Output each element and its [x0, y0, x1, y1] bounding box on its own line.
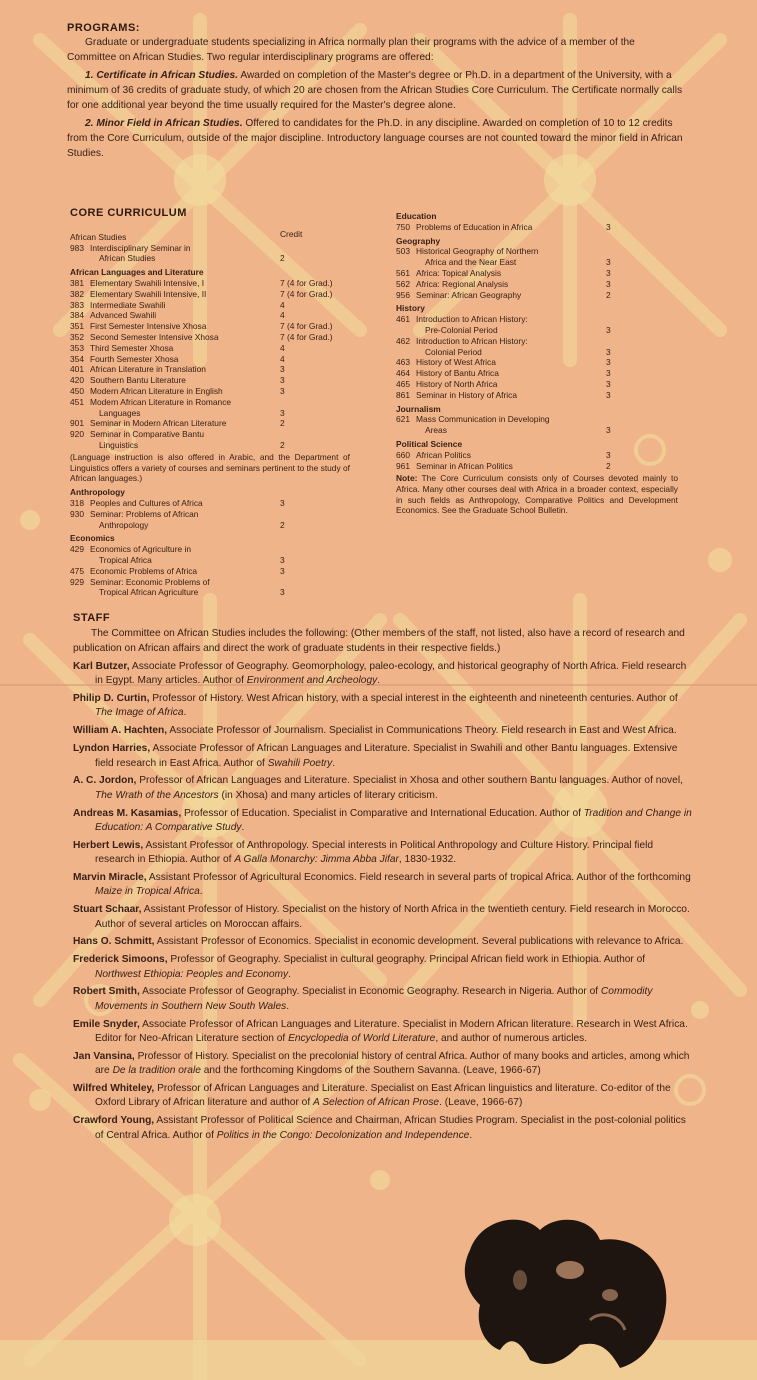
staff-description-tail: and the forthcoming Kingdoms of the Southern Savanna. (Leave, 1966-67) — [200, 1065, 541, 1077]
course-credit: 4 — [280, 342, 285, 353]
staff-publication: Politics in the Congo: Decolonization and Independence — [216, 1129, 470, 1141]
course-row — [396, 461, 686, 472]
staff-publication: Environment and Archeology — [246, 675, 378, 687]
course-row — [70, 408, 360, 419]
staff-publication: Maize in Tropical Africa — [95, 886, 200, 898]
african-sculpture-illustration — [460, 1210, 675, 1375]
staff-name: Herbert Lewis, — [73, 839, 144, 851]
staff-section — [73, 612, 693, 1146]
staff-description: Professor of Education. Specialist in Comparative and International Education. Author of — [181, 807, 584, 819]
course-row — [396, 450, 686, 461]
course-number: 503 — [396, 246, 410, 257]
course-row — [396, 347, 686, 358]
course-number: 450 — [70, 385, 84, 396]
staff-description: Professor of African Languages and Literature. Specialist in Xhosa and other southern Bantu languages. Author of novel, — [136, 775, 683, 787]
staff-description-tail: , and author of numerous articles. — [435, 1032, 588, 1044]
course-credit: 3 — [606, 425, 611, 436]
course-number — [70, 587, 90, 598]
staff-name: Marvin Miracle, — [73, 872, 147, 884]
course-credit: 2 — [606, 460, 611, 471]
course-row — [70, 429, 360, 440]
course-title: Tropical African Agriculture — [99, 587, 199, 598]
course-credit: 3 — [606, 378, 611, 389]
course-credit: 3 — [606, 267, 611, 278]
program-item-minor — [67, 116, 683, 161]
staff-description-tail: . — [286, 1000, 290, 1012]
course-credit: 3 — [280, 407, 285, 418]
staff-entry — [73, 935, 693, 949]
programs-intro: Graduate or undergraduate students specializing in Africa normally plan their programs with the advice of a member of the Committee on African Studies. Two regular interdisciplinary programs are offered: — [67, 37, 635, 63]
course-number: 351 — [70, 321, 84, 332]
course-row — [70, 544, 360, 555]
course-credit: 3 — [280, 497, 285, 508]
course-credit — [606, 314, 686, 325]
course-number: 983 — [70, 242, 84, 253]
staff-description: Associate Professor of African Languages and Literature. Specialist in Swahili and other Bantu languages. Extensive field research in East Africa. Author of — [95, 743, 678, 769]
course-row — [396, 314, 686, 325]
course-number — [396, 325, 416, 336]
course-credit — [606, 246, 686, 257]
staff-description-tail: . — [183, 707, 187, 719]
course-credit — [280, 509, 360, 520]
staff-description-tail: . — [377, 675, 381, 687]
staff-publication: De la tradition orale — [112, 1065, 201, 1077]
course-row — [70, 566, 360, 577]
course-credit — [280, 243, 360, 254]
course-number — [70, 520, 90, 531]
course-title: Mass Communication in Developing — [416, 414, 550, 425]
course-credit — [280, 577, 360, 588]
course-number — [70, 555, 90, 566]
course-credit: 3 — [606, 324, 611, 335]
course-credit — [280, 429, 360, 440]
course-number: 901 — [70, 418, 84, 429]
course-group-title: Political Science — [396, 438, 463, 449]
course-number: 461 — [396, 314, 410, 325]
note-label: Note: — [396, 473, 418, 484]
staff-description: Associate Professor of Journalism. Specialist in Communications Theory. Field research in East and West Africa. — [167, 725, 677, 737]
course-credit: 3 — [606, 449, 611, 460]
course-credit: 2 — [606, 289, 611, 300]
core-curriculum-left-column — [70, 208, 360, 598]
course-row — [70, 278, 360, 289]
staff-description: Associate Professor of African Languages and Literature. Specialist in Modern African literature. Research in West Africa. Editor for Neo-African Literature section of — [95, 1018, 688, 1044]
course-row — [70, 498, 360, 509]
staff-description: Professor of African Languages and Literature. Specialist on East African linguistics and literature. Co-editor of the Oxford Library of African literature and author of — [95, 1083, 671, 1109]
staff-description: Professor of History. Specialist on the precolonial history of central Africa. Author of many books and articles, among which are — [95, 1050, 690, 1077]
course-row — [396, 379, 686, 390]
course-row — [396, 325, 686, 336]
course-title: Problems of Education in Africa — [416, 221, 533, 232]
course-credit: 4 — [280, 353, 285, 364]
course-groups — [396, 211, 686, 471]
staff-description: Assistant Professor of Agricultural Economics. Field research in several parts of tropical Africa. Author of the forthcoming — [146, 872, 691, 884]
course-number: 929 — [70, 576, 84, 587]
staff-description-tail: (in Xhosa) and many articles of literary criticism. — [218, 789, 438, 801]
staff-name: Emile Snyder, — [73, 1018, 140, 1030]
course-credit: 4 — [280, 310, 285, 321]
course-row — [70, 520, 360, 531]
course-credit: 7 (4 for Grad.) — [280, 277, 333, 288]
course-number — [396, 425, 416, 436]
course-number: 384 — [70, 310, 84, 321]
course-number: 401 — [70, 364, 84, 375]
staff-name: Hans O. Schmitt, — [73, 936, 155, 948]
course-title: Economic Problems of Africa — [90, 565, 198, 576]
staff-description: Assistant Professor of Anthropology. Special interests in Political Anthropology and Culture History. Principal field research in Ethiopia. Author of — [95, 839, 654, 866]
course-group-title: Journalism — [396, 403, 441, 414]
course-group-title: Economics — [70, 533, 115, 544]
staff-description: Assistant Professor of Political Science and Chairman, African Studies Program. Specialist in the post-colonial politics of Central Africa. Author of — [95, 1115, 686, 1141]
staff-name: Andreas M. Kasamias, — [73, 807, 182, 819]
staff-description: Associate Professor of Geography. Geomorphology, paleo-ecology, and historical geography of North Africa. Field research in Egypt. Many articles. Author of — [95, 661, 687, 687]
course-group-title: African Studies — [70, 231, 127, 242]
course-number: 621 — [396, 414, 410, 425]
staff-description: Assistant Professor of Economics. Specialist in economic development. Several publications with relevance to Africa. — [154, 936, 684, 948]
course-number: 561 — [396, 267, 410, 278]
course-group-title: Education — [396, 211, 437, 221]
programs-body — [67, 35, 683, 161]
course-title: Africa and the Near East — [425, 257, 517, 268]
staff-publication: Encyclopedia of World Literature — [288, 1032, 436, 1044]
staff-description-tail: . — [332, 757, 336, 769]
course-number: 318 — [70, 497, 84, 508]
course-row — [70, 253, 360, 264]
course-title: Tropical Africa — [99, 554, 152, 565]
course-title: Fourth Semester Xhosa — [90, 353, 179, 364]
staff-name: Lyndon Harries, — [73, 743, 151, 755]
course-number: 861 — [396, 389, 410, 400]
staff-entry — [73, 724, 693, 738]
staff-name: A. C. Jordon, — [73, 775, 137, 787]
course-credit: 3 — [280, 375, 285, 386]
staff-publication: The Wrath of the Ancestors — [95, 789, 219, 801]
course-credit: 2 — [280, 418, 285, 429]
course-credit: 3 — [280, 554, 285, 565]
course-row — [70, 440, 360, 451]
course-groups — [70, 487, 360, 598]
course-title: Seminar in African Politics — [416, 460, 513, 471]
program-item-label: 2. Minor Field in African Studies. — [85, 118, 243, 129]
staff-name: Stuart Schaar, — [73, 904, 142, 916]
staff-description-tail: . — [469, 1129, 473, 1141]
course-title: History of North Africa — [416, 378, 498, 389]
course-row — [70, 509, 360, 520]
course-row — [70, 310, 360, 321]
course-row — [396, 246, 686, 257]
course-credit: 3 — [280, 385, 285, 396]
course-credit: 3 — [606, 346, 611, 357]
course-credit: 7 (4 for Grad.) — [280, 331, 333, 342]
staff-publication: A Selection of African Prose — [313, 1097, 440, 1109]
staff-name: William A. Hachten, — [73, 725, 168, 737]
course-title: Second Semester Intensive Xhosa — [90, 331, 219, 342]
course-number: 660 — [396, 449, 410, 460]
course-credit: 3 — [606, 278, 611, 289]
course-number: 562 — [396, 278, 410, 289]
course-row — [396, 268, 686, 279]
course-row — [70, 577, 360, 588]
staff-entry — [73, 1114, 693, 1143]
course-credit: 2 — [280, 439, 285, 450]
program-item-text: Awarded on completion of the Master's degree or Ph.D. in a department of the University, with a minimum of 36 credits of graduate study, of which 20 are chosen from the African Studies Core Curriculum. The Certificate normally calls for one additional year beyond the time usually required for the Master's degree alone. — [67, 70, 683, 111]
course-row — [396, 390, 686, 401]
program-item-label: 1. Certificate in African Studies. — [85, 70, 239, 81]
course-credit: 7 (4 for Grad.) — [280, 321, 333, 332]
staff-description-tail: . — [241, 821, 245, 833]
course-number: 381 — [70, 277, 84, 288]
course-title: Africa: Regional Analysis — [416, 278, 509, 289]
course-number: 920 — [70, 429, 84, 440]
course-row — [396, 257, 686, 268]
course-number: 354 — [70, 353, 84, 364]
staff-entry — [73, 742, 693, 771]
staff-publication: A Galla Monarchy: Jimma Abba Jifar — [234, 854, 399, 866]
course-row — [396, 222, 686, 233]
group-header-row — [70, 229, 360, 243]
staff-description-tail: . — [288, 968, 291, 980]
course-row — [70, 587, 360, 598]
course-title: Introduction to African History: — [416, 314, 528, 325]
course-number — [70, 253, 90, 264]
course-group-title: History — [396, 303, 425, 314]
course-credit: 2 — [280, 519, 285, 530]
course-row — [70, 300, 360, 311]
course-title: Pre-Colonial Period — [425, 324, 498, 335]
course-row — [396, 357, 686, 368]
course-credit: 3 — [606, 357, 611, 368]
course-credit: 3 — [280, 364, 285, 375]
staff-entry — [73, 839, 693, 868]
course-number: 475 — [70, 565, 84, 576]
staff-entry — [73, 1050, 693, 1079]
staff-description: Associate Professor of Geography. Specialist in Economic Geography. Research in Nigeria. Author of — [139, 986, 601, 998]
core-curriculum-right-column — [396, 208, 686, 516]
staff-name: Karl Butzer, — [73, 661, 130, 672]
staff-heading: STAFF — [73, 612, 111, 624]
course-row — [70, 375, 360, 386]
course-credit: 3 — [606, 257, 611, 268]
credit-column-heading: Credit — [280, 228, 303, 239]
programs-section — [67, 22, 683, 164]
course-number: 750 — [396, 221, 410, 232]
course-row — [396, 425, 686, 436]
curriculum-note — [396, 473, 678, 515]
course-number: 352 — [70, 331, 84, 342]
course-row — [70, 418, 360, 429]
course-row — [396, 368, 686, 379]
course-title: Areas — [425, 425, 447, 436]
course-number — [396, 347, 416, 358]
course-title: Elementary Swahili Intensive, I — [90, 277, 205, 288]
course-row — [396, 279, 686, 290]
course-title: History of West Africa — [416, 357, 496, 368]
staff-name: Robert Smith, — [73, 986, 140, 998]
language-note: (Language instruction is also offered in Arabic, and the Department of Linguistics offers a variety of courses and seminars pertinent to the study of African languages.) — [70, 451, 350, 484]
course-title: African Literature in Translation — [90, 364, 206, 375]
course-row — [70, 321, 360, 332]
course-row — [70, 289, 360, 300]
course-row — [70, 343, 360, 354]
staff-entry — [73, 660, 693, 689]
course-title: Modern African Literature in Romance — [90, 396, 232, 407]
course-title: Anthropology — [99, 519, 149, 530]
staff-list — [73, 660, 693, 1143]
course-title: Seminar: Economic Problems of — [90, 576, 210, 587]
course-row — [70, 555, 360, 566]
course-number: 956 — [396, 289, 410, 300]
course-credit — [280, 544, 360, 555]
course-title: Seminar: African Geography — [416, 289, 522, 300]
course-number: 353 — [70, 342, 84, 353]
staff-publication: Northwest Ethiopia: Peoples and Economy — [95, 968, 289, 980]
course-number — [70, 440, 90, 451]
course-credit: 3 — [606, 389, 611, 400]
course-credit: 3 — [280, 587, 285, 598]
course-title: Advanced Swahili — [90, 310, 157, 321]
course-title: Southern Bantu Literature — [90, 375, 186, 386]
course-number: 463 — [396, 357, 410, 368]
course-credit: 3 — [606, 221, 611, 232]
staff-name: Philip D. Curtin, — [73, 693, 150, 705]
course-number: 961 — [396, 460, 410, 471]
course-credit: 4 — [280, 299, 285, 310]
course-title: Third Semester Xhosa — [90, 342, 174, 353]
course-number: 451 — [70, 396, 84, 407]
staff-publication: The Image of Africa — [95, 707, 184, 719]
course-credit: 2 — [280, 253, 285, 264]
course-number: 420 — [70, 375, 84, 386]
course-title: Seminar in Modern African Literature — [90, 418, 227, 429]
staff-entry — [73, 1082, 693, 1111]
course-credit: 3 — [280, 565, 285, 576]
program-item-certificate — [67, 68, 683, 113]
course-title: Languages — [99, 407, 141, 418]
staff-description: Professor of History. West African history, with a special interest in the eighteenth and nineteenth centuries. Author of — [149, 693, 678, 705]
course-group-title: Anthropology — [70, 487, 125, 498]
course-row — [70, 386, 360, 397]
course-number: 382 — [70, 288, 84, 299]
course-title: Colonial Period — [425, 346, 482, 357]
staff-entry — [73, 985, 693, 1014]
staff-entry — [73, 807, 693, 836]
staff-name: Jan Vansina, — [73, 1050, 135, 1062]
course-row — [70, 332, 360, 343]
course-number: 383 — [70, 299, 84, 310]
course-title: First Semester Intensive Xhosa — [90, 321, 207, 332]
staff-description: Professor of Geography. Specialist in cultural geography. Principal African field work in Ethiopia. Author of — [167, 954, 646, 966]
staff-entry — [73, 774, 693, 803]
course-groups — [70, 229, 360, 451]
staff-name: Crawford Young, — [73, 1115, 155, 1127]
programs-heading: PROGRAMS: — [67, 22, 140, 34]
course-credit — [280, 397, 360, 408]
staff-entry — [73, 903, 693, 932]
staff-intro: The Committee on African Studies includes the following: (Other members of the staff, not listed, also have a record of research and publication on African affairs and direct the work of graduate students in their respective fields.) — [73, 628, 685, 654]
course-title: Intermediate Swahili — [90, 299, 166, 310]
course-group-title: African Languages and Literature — [70, 267, 204, 278]
note-text: The Core Curriculum consists only of Courses devoted mainly to Africa. Many other courses deal with Africa in a broader context, especially in such fields as Anthropology, Comparative Politics and Development Economics. See the Graduate School Bulletin. — [396, 473, 678, 516]
course-number: 464 — [396, 368, 410, 379]
course-row — [70, 243, 360, 254]
staff-description-tail: . — [199, 886, 203, 898]
course-row — [396, 414, 686, 425]
staff-description-tail: . (Leave, 1966-67) — [439, 1097, 523, 1109]
course-title: Introduction to African History: — [416, 335, 528, 346]
course-title: African Studies — [99, 253, 156, 264]
course-credit — [606, 336, 686, 347]
program-item-text: Offered to candidates for the Ph.D. in any discipline. Awarded on completion of 10 to 12 credits from the Core Curriculum, outside of the major discipline. Introductory language courses are not counted toward the minor field in African Studies. — [67, 118, 683, 159]
course-row — [70, 397, 360, 408]
staff-entry — [73, 871, 693, 900]
staff-publication: Commodity Movements in Southern New South Wales — [95, 986, 653, 1012]
course-title: Africa: Topical Analysis — [416, 267, 502, 278]
course-title: Elementary Swahili Intensive, II — [90, 288, 207, 299]
course-title: Seminar: Problems of African — [90, 508, 199, 519]
course-title: History of Bantu Africa — [416, 368, 499, 379]
staff-entry — [73, 1018, 693, 1047]
course-title: Peoples and Cultures of Africa — [90, 497, 203, 508]
course-number: 429 — [70, 544, 84, 555]
course-title: Seminar in Comparative Bantu — [90, 429, 205, 440]
course-title: Interdisciplinary Seminar in — [90, 242, 191, 253]
course-number — [70, 408, 90, 419]
staff-publication: Tradition and Change in Education: A Comparative Study — [95, 807, 692, 833]
course-title: Historical Geography of Northern — [416, 246, 539, 257]
course-credit: 3 — [606, 368, 611, 379]
core-curriculum-heading: CORE CURRICULUM — [70, 207, 187, 219]
course-number: 465 — [396, 378, 410, 389]
course-row — [396, 336, 686, 347]
course-credit: 7 (4 for Grad.) — [280, 288, 333, 299]
course-title: Modern African Literature in English — [90, 385, 223, 396]
staff-description: Assistant Professor of History. Specialist on the history of North Africa in the twentieth century. Field research in Morocco. Author of several articles on Moroccan affairs. — [95, 904, 690, 930]
course-row — [70, 354, 360, 365]
course-row — [396, 290, 686, 301]
course-row — [70, 364, 360, 375]
staff-entry — [73, 692, 693, 721]
course-title: Economics of Agriculture in — [90, 544, 192, 555]
course-number: 930 — [70, 508, 84, 519]
course-group-title: Geography — [396, 235, 441, 246]
course-number — [396, 257, 416, 268]
staff-entry — [73, 953, 693, 982]
course-title: Seminar in History of Africa — [416, 389, 517, 400]
staff-publication: Swahili Poetry — [267, 757, 333, 769]
staff-name: Frederick Simoons, — [73, 954, 168, 966]
course-credit — [606, 414, 686, 425]
course-title: Linguistics — [99, 439, 139, 450]
staff-name: Wilfred Whiteley, — [73, 1083, 155, 1095]
course-number: 462 — [396, 335, 410, 346]
staff-description-tail: , 1830-1932. — [398, 854, 457, 866]
course-title: African Politics — [416, 449, 471, 460]
